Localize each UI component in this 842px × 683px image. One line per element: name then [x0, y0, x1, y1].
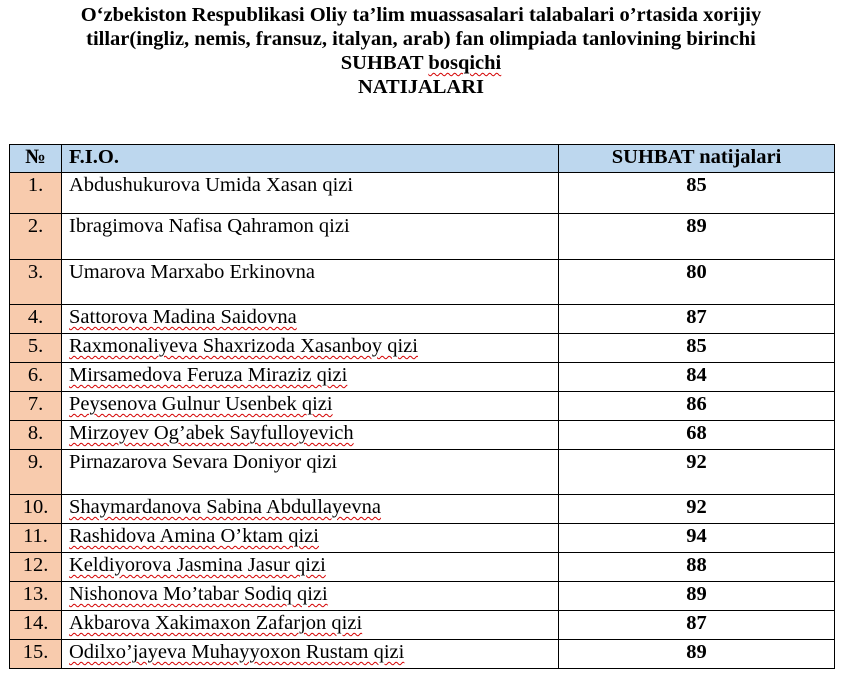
row-number: 10. — [10, 495, 62, 524]
row-name — [62, 421, 559, 450]
row-score: 87 — [559, 611, 835, 640]
row-name — [62, 450, 559, 495]
row-score: 68 — [559, 421, 835, 450]
row-name — [62, 173, 559, 214]
row-score: 89 — [559, 640, 835, 669]
document-title — [0, 3, 842, 99]
table-row — [10, 450, 835, 495]
row-number: 7. — [10, 392, 62, 421]
row-name — [62, 214, 559, 260]
row-name — [62, 640, 559, 669]
table-row — [10, 392, 835, 421]
row-name-text: Sattorova Madina Saidovna — [69, 306, 297, 328]
row-name-text: Raxmonaliyeva Shaxrizoda Xasanboy qizi — [69, 335, 418, 357]
table-row — [10, 524, 835, 553]
title-line-4: NATIJALARI — [357, 76, 485, 98]
title-line-3-part-b: bosqichi — [428, 52, 502, 74]
row-score: 89 — [559, 214, 835, 260]
table-row — [10, 363, 835, 392]
row-number: 13. — [10, 582, 62, 611]
row-number: 14. — [10, 611, 62, 640]
row-name — [62, 524, 559, 553]
row-score: 87 — [559, 305, 835, 334]
row-name — [62, 611, 559, 640]
title-line-2: tillar(ingliz, nemis, fransuz, italyan, arab) fan olimpiada tanlovining birinchi — [86, 28, 756, 50]
row-number: 5. — [10, 334, 62, 363]
row-name-text: Akbarova Xakimaxon Zafarjon qizi — [69, 612, 363, 634]
row-name — [62, 260, 559, 305]
table-row — [10, 640, 835, 669]
row-score: 84 — [559, 363, 835, 392]
header-name: F.I.O. — [62, 145, 559, 173]
row-name-text: Pirnazarova Sevara Doniyor qizi — [69, 451, 338, 473]
table-row — [10, 495, 835, 524]
row-number: 12. — [10, 553, 62, 582]
row-name-text: Mirzoyev Og’abek Sayfulloyevich — [69, 422, 354, 444]
row-score: 89 — [559, 582, 835, 611]
row-name-text: Umarova Marxabo Erkinovna — [69, 261, 315, 283]
row-score: 92 — [559, 450, 835, 495]
row-number: 9. — [10, 450, 62, 495]
row-number: 3. — [10, 260, 62, 305]
row-number: 6. — [10, 363, 62, 392]
row-name-text: Odilxo’jayeva Muhayyoxon Rustam qizi — [69, 641, 405, 663]
row-score: 80 — [559, 260, 835, 305]
row-number: 2. — [10, 214, 62, 260]
row-name — [62, 363, 559, 392]
row-number: 8. — [10, 421, 62, 450]
row-name-text: Nishonova Mo’tabar Sodiq qizi — [69, 583, 328, 605]
title-line-3 — [0, 51, 842, 75]
table-row — [10, 421, 835, 450]
row-name — [62, 553, 559, 582]
header-number: № — [10, 145, 62, 173]
header-score: SUHBAT natijalari — [559, 145, 835, 173]
table-body — [10, 173, 835, 669]
row-number: 15. — [10, 640, 62, 669]
table-row — [10, 214, 835, 260]
row-number: 1. — [10, 173, 62, 214]
row-score: 85 — [559, 173, 835, 214]
row-score: 94 — [559, 524, 835, 553]
row-name — [62, 495, 559, 524]
table-row — [10, 582, 835, 611]
title-line-1: O‘zbekiston Respublikasi Oliy ta’lim muassasalari talabalari o’rtasida xorijiy — [80, 4, 762, 26]
row-name-text: Rashidova Amina O’ktam qizi — [69, 525, 319, 547]
table-row — [10, 553, 835, 582]
row-score: 92 — [559, 495, 835, 524]
table-row — [10, 260, 835, 305]
row-name-text: Mirsamedova Feruza Miraziz qizi — [69, 364, 348, 386]
row-name — [62, 334, 559, 363]
results-table — [9, 144, 835, 669]
row-score: 85 — [559, 334, 835, 363]
row-name — [62, 305, 559, 334]
table-row — [10, 334, 835, 363]
row-name-text: Abdushukurova Umida Xasan qizi — [69, 174, 354, 196]
row-name-text: Peysenova Gulnur Usenbek qizi — [69, 393, 333, 415]
row-name-text: Keldiyorova Jasmina Jasur qizi — [69, 554, 326, 576]
title-line-3-part-a: SUHBAT — [340, 52, 429, 74]
row-number: 11. — [10, 524, 62, 553]
row-score: 88 — [559, 553, 835, 582]
table-row — [10, 305, 835, 334]
row-score: 86 — [559, 392, 835, 421]
table-row — [10, 173, 835, 214]
row-number: 4. — [10, 305, 62, 334]
row-name-text: Ibragimova Nafisa Qahramon qizi — [69, 215, 350, 237]
row-name — [62, 392, 559, 421]
row-name-text: Shaymardanova Sabina Abdullayevna — [69, 496, 381, 518]
row-name — [62, 582, 559, 611]
table-header-row — [10, 145, 835, 173]
table-row — [10, 611, 835, 640]
